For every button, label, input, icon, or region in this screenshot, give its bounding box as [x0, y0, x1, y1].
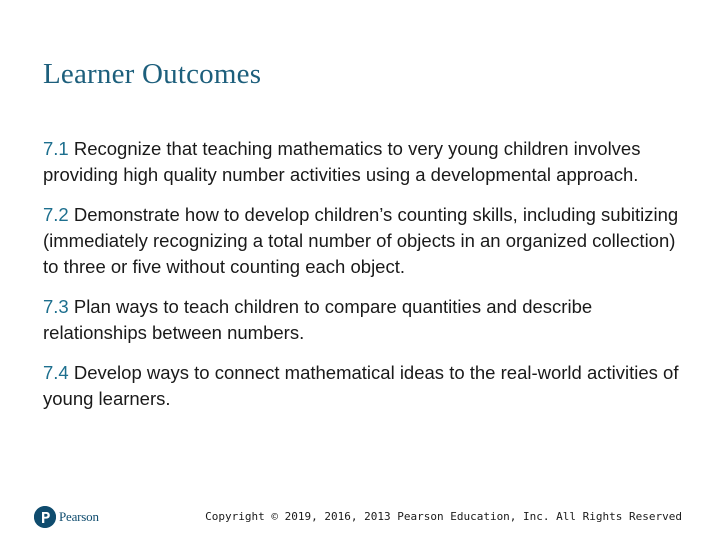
- pearson-logo-text: Pearson: [59, 509, 99, 524]
- outcome-text: Plan ways to teach children to compare quantities and describe relationships between numbers.: [43, 296, 593, 343]
- outcome-item: [43, 360, 683, 412]
- outcome-number: 7.2: [43, 204, 69, 225]
- outcome-number: 7.1: [43, 138, 69, 159]
- outcome-text: Develop ways to connect mathematical ideas to the real-world activities of young learners.: [43, 362, 679, 409]
- outcome-item: [43, 136, 683, 188]
- outcome-item: [43, 202, 683, 280]
- outcome-text: Recognize that teaching mathematics to very young children involves providing high quality number activities using a developmental approach.: [43, 138, 641, 185]
- outcomes-list: [43, 136, 683, 426]
- pearson-logo-icon: [34, 506, 56, 528]
- outcome-item: [43, 294, 683, 346]
- pearson-logo: [34, 506, 99, 528]
- outcome-number: 7.4: [43, 362, 69, 383]
- footer: [0, 500, 720, 534]
- copyright-notice: Copyright © 2019, 2016, 2013 Pearson Education, Inc. All Rights Reserved: [205, 510, 682, 523]
- outcome-number: 7.3: [43, 296, 69, 317]
- page-title: Learner Outcomes: [43, 58, 262, 90]
- outcome-text: Demonstrate how to develop children’s counting skills, including subitizing (immediately recognizing a total number of objects in an organized collection) to three or five without counting each object.: [43, 204, 679, 277]
